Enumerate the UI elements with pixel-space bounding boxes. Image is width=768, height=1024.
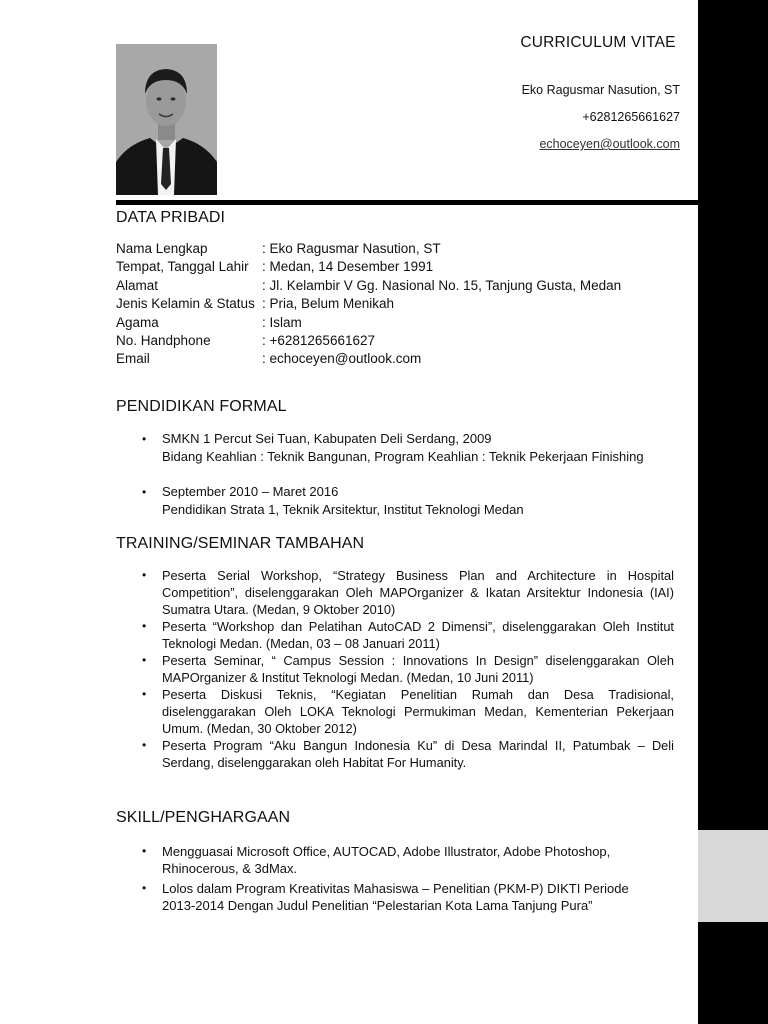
section-heading-skill: SKILL/PENGHARGAAN [116, 809, 291, 826]
education-line: SMKN 1 Percut Sei Tuan, Kabupaten Deli Serdang, 2009 [162, 431, 492, 446]
info-row [116, 350, 621, 368]
info-row [116, 295, 621, 313]
info-row [116, 258, 621, 276]
profile-photo [116, 44, 217, 195]
education-detail: Pendidikan Strata 1, Teknik Arsitektur, Institut Teknologi Medan [162, 502, 524, 517]
info-row [116, 314, 621, 332]
info-value: : echoceyen@outlook.com [262, 351, 422, 367]
info-row [116, 240, 621, 258]
info-label: Nama Lengkap [116, 241, 208, 256]
skill-list [0, 843, 662, 917]
list-item [0, 737, 674, 771]
cv-title: CURRICULUM VITAE [520, 34, 676, 51]
training-item-text: Peserta “Workshop dan Pelatihan AutoCAD 2 Dimensi”, diselenggarakan Oleh Institut Teknologi Medan. (Medan, 03 – 08 Januari 2011) [162, 619, 674, 651]
education-line: September 2010 – Maret 2016 [162, 484, 339, 499]
contact-phone: +6281265661627 [582, 110, 680, 124]
personal-info-table [116, 240, 621, 369]
list-item [0, 652, 674, 686]
bullet-icon: • [142, 619, 147, 633]
bullet-icon: • [142, 485, 147, 499]
bullet-icon: • [142, 432, 147, 446]
info-row [116, 277, 621, 295]
skill-item-text: Lolos dalam Program Kreativitas Mahasiswa – Penelitian (PKM-P) DIKTI Periode 2013-2014 Dengan Judul Penelitian “Pelestarian Kota Lama Tanjung Pura” [162, 881, 629, 913]
list-item [0, 618, 674, 652]
section-heading-pendidikan: PENDIDIKAN FORMAL [116, 398, 287, 415]
info-value: : +6281265661627 [262, 333, 375, 349]
section-heading-data-pribadi: DATA PRIBADI [116, 209, 226, 226]
bullet-icon: • [142, 844, 147, 858]
list-item [0, 880, 662, 914]
education-list [0, 430, 674, 536]
scroll-thumb[interactable] [698, 830, 768, 922]
training-item-text: Peserta Serial Workshop, “Strategy Business Plan and Architecture in Hospital Competition”, diselenggarakan Oleh MAPOrganizer & Ikatan Arsitektur Indonesia (IAI) Sumatra Utara. (Medan, 9 Oktober 2010) [162, 568, 674, 617]
contact-email-link[interactable]: echoceyen@outlook.com [539, 137, 680, 151]
bullet-icon: • [142, 653, 147, 667]
contact-name: Eko Ragusmar Nasution, ST [521, 83, 680, 97]
info-value: : Medan, 14 Desember 1991 [262, 259, 434, 275]
list-item [0, 483, 674, 519]
section-heading-training: TRAINING/SEMINAR TAMBAHAN [116, 535, 365, 552]
info-label: Alamat [116, 277, 159, 293]
skill-item-text: Mengguasai Microsoft Office, AUTOCAD, Adobe Illustrator, Adobe Photoshop, Rhinocerous, & 3dMax. [162, 844, 611, 876]
info-value: : Eko Ragusmar Nasution, ST [262, 241, 441, 256]
info-value: : Pria, Belum Menikah [262, 296, 395, 312]
bullet-icon: • [142, 568, 147, 582]
training-item-text: Peserta Program “Aku Bangun Indonesia Ku” di Desa Marindal II, Patumbak – Deli Serdang, diselenggarakan oleh Habitat For Humanity. [162, 738, 674, 770]
info-label: No. Handphone [116, 333, 211, 349]
training-item-text: Peserta Seminar, “ Campus Session : Innovations In Design” diselenggarakan Oleh MAPOrganizer & Institut Teknologi Medan. (Medan, 10 Juni 2011) [162, 653, 674, 685]
info-label: Agama [116, 314, 159, 330]
training-item-text: Peserta Diskusi Teknis, “Kegiatan Penelitian Rumah dan Desa Tradisional, diselenggarakan Oleh LOKA Teknologi Permukiman Medan, Kementerian Pekerjaan Umum. (Medan, 30 Oktober 2012) [162, 687, 674, 736]
info-label: Email [116, 351, 150, 367]
list-item [0, 567, 674, 618]
training-list [0, 567, 674, 771]
info-label: Tempat, Tanggal Lahir [116, 259, 249, 275]
list-item [0, 430, 674, 466]
info-label: Jenis Kelamin & Status [116, 296, 255, 312]
bullet-icon: • [142, 881, 147, 895]
header-divider [116, 200, 698, 205]
bullet-icon: • [142, 687, 147, 701]
info-value: : Jl. Kelambir V Gg. Nasional No. 15, Tanjung Gusta, Medan [262, 277, 622, 293]
education-detail: Bidang Keahlian : Teknik Bangunan, Program Keahlian : Teknik Pekerjaan Finishing [162, 449, 644, 464]
list-item [0, 686, 674, 737]
list-item [0, 843, 662, 877]
info-row [116, 332, 621, 350]
info-value: : Islam [262, 314, 302, 330]
bullet-icon: • [142, 738, 147, 752]
